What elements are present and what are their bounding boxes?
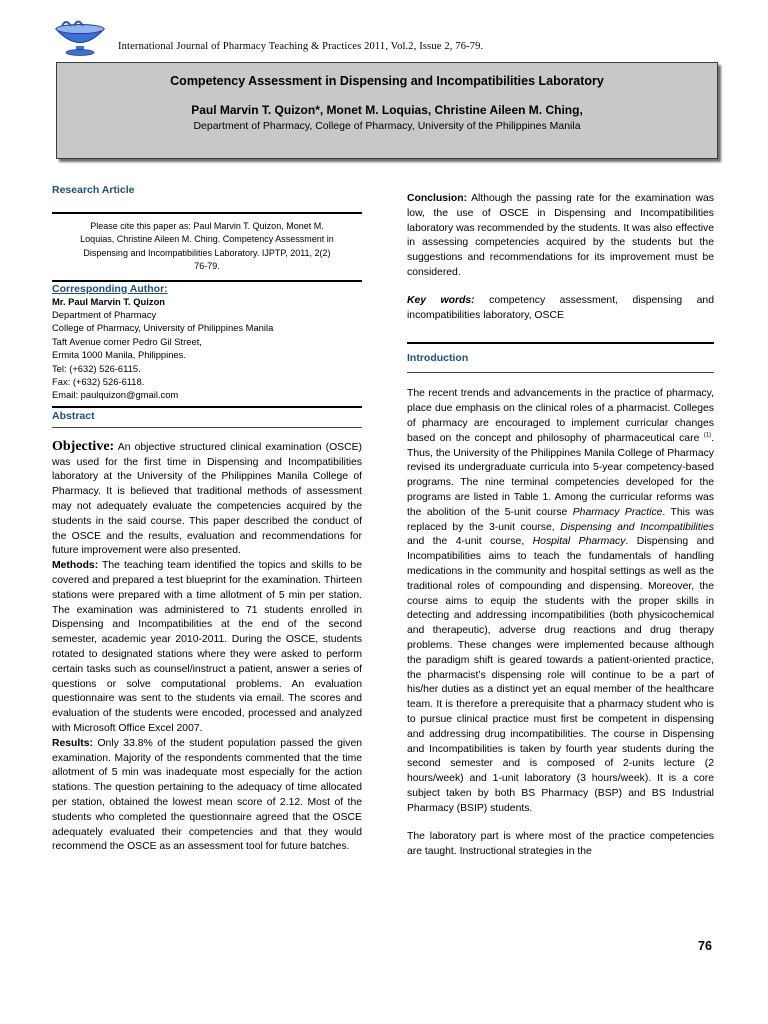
divider (52, 212, 362, 214)
objective-text: An objective structured clinical examination (OSCE) was used for the first time in Dispensing and Incompatibilities laboratory at the University of the Philippines Manila College of Pharmacy. It is believed that traditional methods of assessment may not adequately evaluate the competencies acquired by the students in the said course. This paper described the conduct of the OSCE and the results, evaluation and recommendations for future improvement were also presented. (52, 441, 362, 557)
objective-label: Objective: (52, 438, 115, 454)
methods-label: Methods: (52, 560, 99, 572)
divider (52, 427, 362, 428)
address-line: College of Pharmacy, University of Philippines Manila (52, 322, 274, 334)
intro-text: . This was replaced by the 3-unit course, (407, 506, 714, 533)
citation-note (52, 220, 362, 274)
conclusion-paragraph (407, 192, 714, 281)
email-line: Email: paulquizon@gmail.com (52, 389, 179, 401)
intro-text: . Thus, the University of the Philippines Manila College of Pharmacy revised its undergraduate curricula into 5-year competency-based programs. The nine terminal competencies developed for the programs are listed in Table 1. Among the curricular reforms was the abolition of the 5-unit course (407, 432, 714, 518)
citation-line: Loquias, Christine Aileen M. Ching. Competency Assessment in (80, 234, 334, 245)
title-block (56, 62, 718, 159)
reference-marker: (1) (703, 432, 712, 439)
keywords-text: competency assessment, dispensing and incompatibilities laboratory, OSCE (407, 294, 714, 321)
introduction-heading: Introduction (407, 352, 469, 365)
corresponding-author-name: Mr. Paul Marvin T. Quizon (52, 295, 166, 307)
journal-logo-bowl-icon (52, 16, 108, 56)
address-line: Department of Pharmacy (52, 309, 157, 321)
course-name: Hospital Pharmacy (532, 536, 626, 548)
divider (407, 342, 714, 344)
author-affiliation: Department of Pharmacy, College of Pharmacy, University of the Philippines Manila (193, 120, 581, 132)
author-list: Paul Marvin T. Quizon*, Monet M. Loquias, Christine Aileen M. Ching, (191, 103, 583, 117)
introduction-paragraph (407, 387, 714, 816)
address-line: Taft Avenue corner Pedro Gil Street, (52, 335, 202, 347)
methods-text: The teaching team identified the topics and skills to be covered and prepared a test blueprint for the examination. Thirteen stations were prepared with a time allotment of 5 min per station. The examination was administered to 71 students enrolled in Dispensing and Incompatibilities at the end of the second semester, academic year 2010-2011. During the OSCE, students rotated to designated stations where they were asked to perform certain tasks such as counsel/instruct a patient, answer a series of questions or solve computational problems. An evaluation questionnaire was sent to the students via email. The scores and evaluation of the students were encoded, processed and analyzed with Microsoft Office Excel 2007. (52, 560, 362, 735)
results-text: Only 33.8% of the student population passed the given examination. Majority of the respondents commented that the time allotment of 5 min was inadequate most especially for the action stations. The question pertaining to the adequacy of time allocated per station, obtained the lowest mean score of 2.12. Most of the students who completed the questionnaire agreed that the OSCE adequately evaluated their competencies and that they would recommend the OSCE as an assessment tool for future batches. (52, 737, 362, 853)
abstract-heading: Abstract (52, 409, 95, 422)
course-name: Pharmacy Practice (572, 506, 663, 518)
conclusion-label: Conclusion: (407, 193, 468, 204)
fax-line: Fax: (+632) 526-6118. (52, 376, 145, 388)
divider (52, 406, 362, 408)
corresponding-author-heading: Corresponding Author: (52, 282, 168, 295)
keywords-paragraph (407, 294, 714, 324)
divider (407, 372, 714, 373)
left-column (52, 184, 362, 855)
intro-text: . Dispensing and Incompatibilities aims to teach the fundamentals of handling medications in the community and hospital settings as well as the traditional roles of compounding and dispensing. Moreover, the course aims to equip the students with the proper skills in detecting and addressing incompatibilities (both physicochemical and therapeutic), adverse drug reactions and drug therapy problems. These changes were implemented because although the paradigm shift is geared towards a patient-oriented practice, the pharmacist’s dispensing role will continue to be a part of his/her duties as a distinct yet an equal member of the healthcare team. It is therefore a prerequisite that a pharmacy student who is to pursue clinical practice must first be competent in dispensing and addressing drug incompatibilities. The course in Dispensing and Incompatibilities is taken by fourth year students during the second semester and is composed of 2-units lecture (2 hours/week) and 1-unit laboratory (3 hours/week). It is a core subject taken by both BS Pharmacy (BSP) and BS Industrial Pharmacy (BSIP) students. (407, 536, 714, 814)
introduction-paragraph: The laboratory part is where most of the practice competencies are taught. Instructional strategies in the (407, 831, 714, 858)
paper-title: Competency Assessment in Dispensing and Incompatibilities Laboratory (170, 74, 604, 88)
course-name: Dispensing and Incompatibilities (560, 521, 715, 533)
abstract-body (52, 440, 362, 855)
results-label: Results: (52, 737, 93, 749)
keywords-label: Key words: (407, 294, 475, 306)
phone-line: Tel: (+632) 526-6115. (52, 362, 141, 374)
citation-line: Dispensing and Incompatibilities Laboratory. IJPTP, 2011, 2(2) (83, 247, 331, 258)
conclusion-text: Although the passing rate for the examination was low, the use of OSCE in Dispensing and Incompatibilities laboratory was recommended by the students. It was also effective in assessing competencies acquired by the students but the suggestions and recommendations for its improvement must be considered. (407, 193, 714, 278)
journal-citation-header: International Journal of Pharmacy Teaching & Practices 2011, Vol.2, Issue 2, 76-79. (118, 41, 484, 52)
citation-line: Please cite this paper as: Paul Marvin T. Quizon, Monet M. (90, 221, 324, 231)
divider (52, 280, 362, 282)
intro-text: The recent trends and advancements in the practice of pharmacy, place due emphasis on the clinical roles of a pharmacist. Colleges of pharmacy are encouraged to implement curricular changes based on the concept and philosophy of pharmaceutical care (407, 388, 714, 444)
right-column (407, 192, 714, 860)
article-type-label: Research Article (52, 184, 135, 196)
citation-line: 76-79. (194, 261, 220, 272)
intro-text: and the 4-unit course, (407, 536, 533, 548)
page-number: 76 (698, 939, 712, 953)
address-line: Ermita 1000 Manila, Philippines. (52, 349, 186, 361)
corresponding-author-block (52, 283, 362, 402)
